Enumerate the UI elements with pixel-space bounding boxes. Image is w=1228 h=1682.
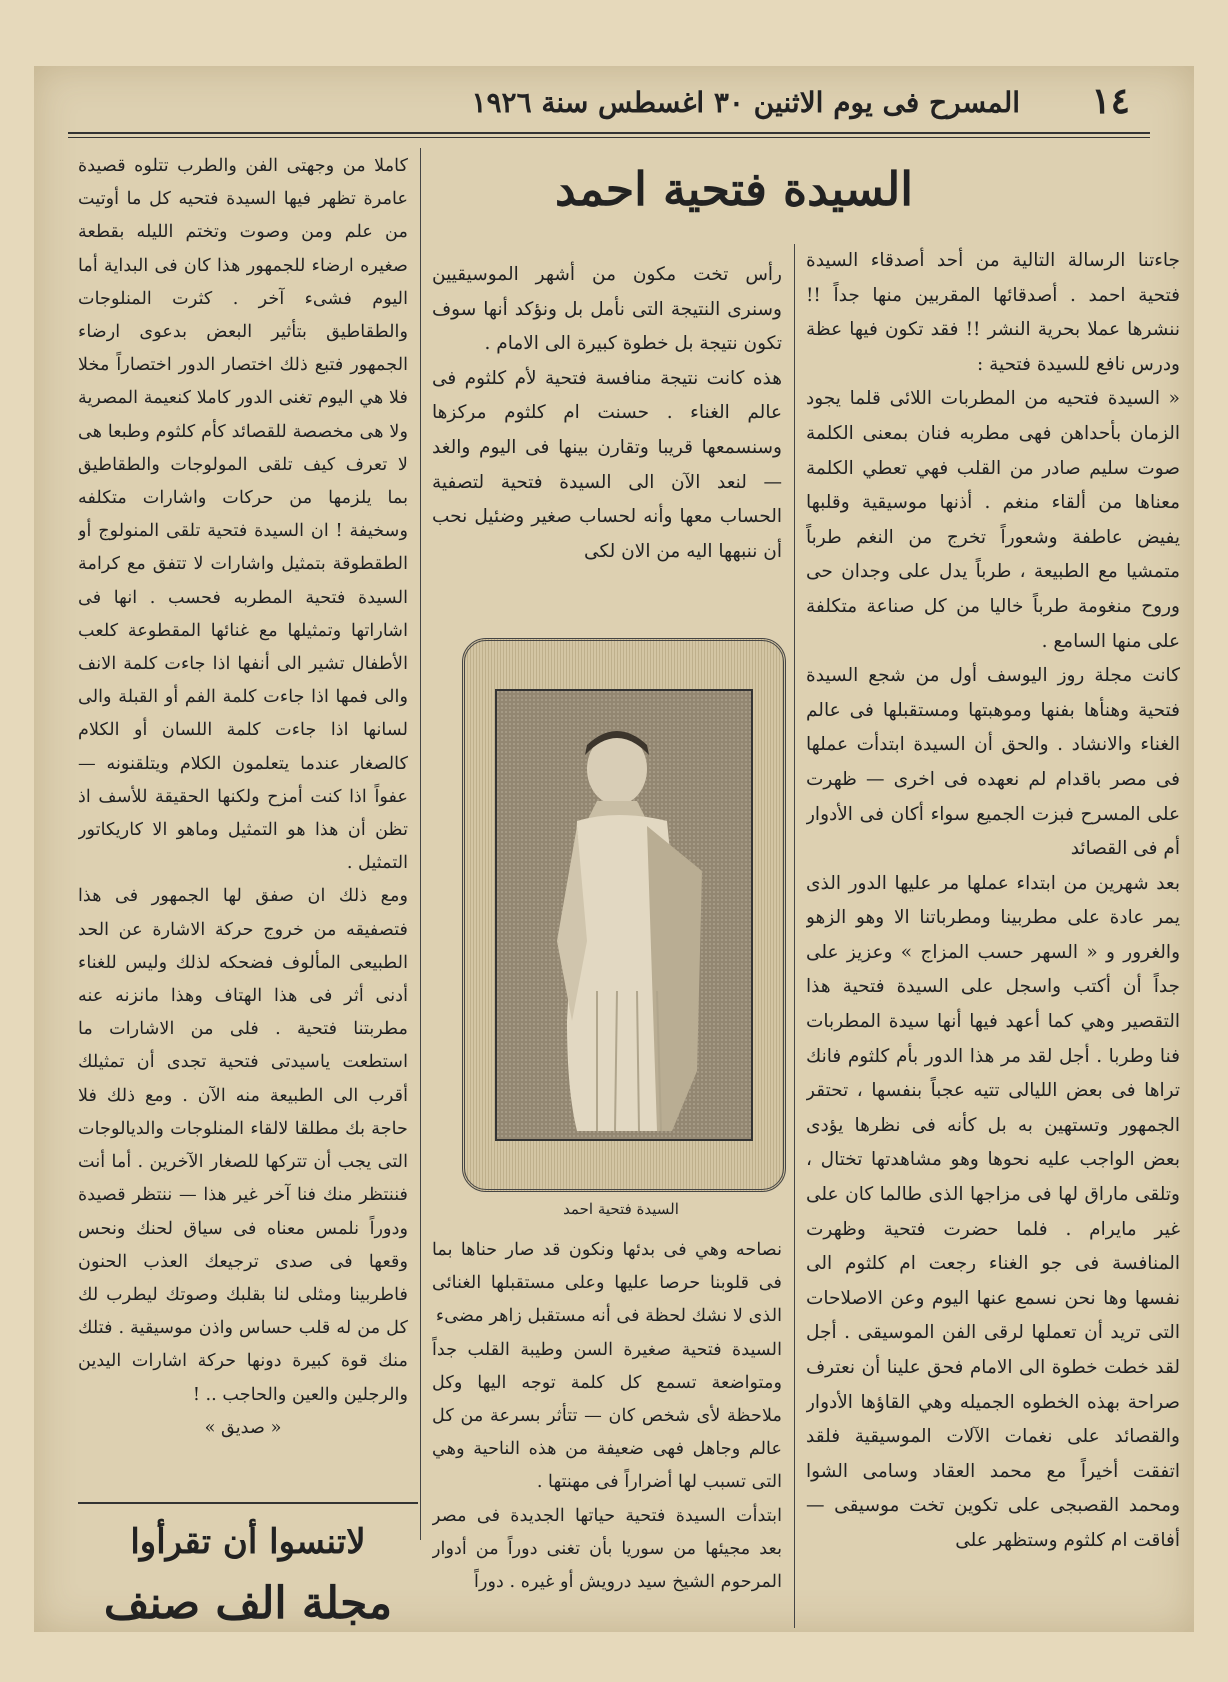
header-rule — [68, 132, 1150, 134]
middle-column-top — [432, 258, 782, 630]
paragraph: السيدة فتحية صغيرة السن وطيبة القلب جداً ومتواضعة تسمع كل كلمة توجه اليها وكل ملاحظة لأى شخص كان — تتأثر بسرعة من كل عالم وجاهل فهى ضعيفة من هذه الناحية وهي التى تسبب لها أضراراً فى مهنتها . — [432, 1339, 782, 1493]
paragraph: ومع ذلك ان صفق لها الجمهور فى هذا فتصفيقه من خروج حركة الاشارة عن الحد الطبيعى المألوف فضحكه لذلك وليس للغناء أدنى أثر فى هذا الهتاف وهذا مانزنه عنه مطربتنا فتحية . فلى من الاشارات ما استطعت ياسيدتى فتحية تجدى أن تمثيلك أقرب الى الطبيعة منه الآن . ومع ذلك فلا حاجة بك مطلقا لالقاء المنلوجات والديالوجات التى يجب أن تتركها للصغار الآخرين . أما أنت فننتظر منك فنا آخر غير هذا — ننتظر قصيدة ودوراً نلمس معناه فى سياق لحنك ونحس وقعها فى صدى ترجيعك العذب الحنون فاطربينا ومثلى لنا بقلبك وصوتك ليطرب لك كل من له قلب حساس واذن موسيقية . فتلك منك قوة كبيرة دونها حركة اشارات اليدين والرجلين والعين والحاجب .. ! — [78, 886, 408, 1405]
photo-caption: السيدة فتحية احمد — [563, 1200, 679, 1218]
advertisement-line-2: مجلة الف صنف — [103, 1578, 393, 1629]
advertisement-line-1: لاتنسوا أن تقرأوا — [130, 1522, 366, 1562]
dateline: المسرح فى يوم الاثنين ٣٠ اغسطس سنة ١٩٢٦ — [471, 86, 1020, 119]
paragraph: نصاحه وهي فى بدئها ونكون قد صار حناها بما فى قلوبنا حرصا عليها وعلى مستقبلها الغنائى الذى لا نشك لحظة فى أنه مستقبل زاهر مضىء — [432, 1240, 782, 1327]
signature: « صديق » — [204, 1417, 282, 1438]
newspaper-page — [34, 66, 1194, 1632]
paragraph: كانت مجلة روز اليوسف أول من شجع السيدة فتحية وهنأها بفنها وموهبتها ومستقبلها فى عالم الغناء والانشاد . والحق أن السيدة ابتدأت عملها فى مصر باقدام لم نعهده فى اخرى — ظهرت على المسرح فبزت الجميع سواء أكان فى الأدوار أم فى القصائد — [806, 665, 1180, 860]
paragraph: كاملا من وجهتى الفن والطرب تتلوه قصيدة عامرة تظهر فيها السيدة فتحيه كل ما أوتيت من علم ومن وصوت وتختم الليله بقطعة صغيره ارضاء للجمهور هذا كان فى البداية أما اليوم فشىء آخر . كثرت المنلوجات والطقاطيق بتأثير البعض بدعوى ارضاء الجمهور فتبع ذلك اختصار الدور اختصاراً مخلا فلا هي اليوم تغنى الدور كاملا كنعيمة المصرية ولا هى مخصصة للقصائد كأم كلثوم وطبعا هى لا تعرف كيف تلقى المولوجات والطقاطيق بما يلزمها من حركات واشارات متكلفه وسخيفة ! ان السيدة فتحية تلقى المنولوج أو الطقطوقة بتمثيل واشارات لا تتفق مع كرامة السيدة فتحية المطربه فحسب . انها فى اشاراتها وتمثيلها مع غنائها المقطوعة كلعب الأطفال تشير الى أنفها اذا جاءت كلمة الانف والى فمها اذا جاءت كلمة الفم أو القبلة والى لسانها اذا جاءت كلمة اللسان أو الكلام كالصغار عندما يتعلمون الكلام ويتلقنونه — عفواً اذا كنت أمزح ولكنها الحقيقة للأسف اذ تظن أن هذا هو التمثيل وماهو الا كاريكاتور التمثيل . — [78, 156, 408, 874]
article-title: السيدة فتحية احمد — [554, 162, 914, 216]
column-divider-left — [420, 148, 421, 1540]
ad-top-rule — [78, 1502, 418, 1504]
paragraph: ابتدأت السيدة فتحية حياتها الجديدة فى مصر بعد مجيئها من سوريا بأن تغنى دوراً من أدوار المرحوم الشيخ سيد درويش أو غيره . دوراً — [432, 1505, 782, 1593]
woman-portrait-icon — [497, 691, 751, 1139]
paragraph: رأس تخت مكون من أشهر الموسيقيين وسنرى النتيجة التى نأمل بل ونؤكد أنها سوف تكون نتيجة بل خطوة كبيرة الى الامام . — [432, 264, 782, 355]
paragraph: بعد شهرين من ابتداء عملها مر عليها الدور الذى يمر عادة على مطربينا ومطرباتنا الا وهو الزهو والغرور و « السهر حسب المزاج » وعزيز على جداً أن أكتب واسجل على السيدة فتحية هذا التقصير وهي كما أعهد فيها أنها سيدة المطربات فنا وطربا . أجل لقد مر هذا الدور بأم كلثوم فانك تراها فى بعض الليالى تتيه عجباً بنفسها ، تحتقر الجمهور وتستهين به بل كأنه فى نظرها يؤدى بعض الواجب عليه نحوها وهو مشاهدتها تختال ، وتلقى ماراق لها فى مزاجها الذى طالما كان على غير مايرام . فلما حضرت فتحية وظهرت المنافسة فى جو الغناء رجعت ام كلثوم الى نفسها وها نحن نسمع عنها اليوم وعن الاصلاحات التى تريد أن تعملها لرقى الفن الموسيقى . أجل لقد خطت خطوة الى الامام فحق علينا أن نعترف صراحة بهذه الخطوه الجميله وهي القاؤها الأدوار والقصائد على نغمات الآلات الموسيقية فلقد اتفقت أخيراً مع محمد العقاد وسامى الشوا ومحمد القصبجى على تكوين تخت موسيقى — أفاقت ام كلثوم وستظهر على — [806, 872, 1180, 1551]
column-divider-right — [794, 244, 795, 1628]
middle-column-bottom — [432, 1234, 782, 1628]
left-column — [78, 150, 408, 1490]
portrait-photo-frame — [462, 638, 786, 1192]
right-column — [806, 244, 1180, 1628]
paragraph: « السيدة فتحيه من المطربات اللائى قلما يجود الزمان بأحداهن فهى مطربه فنان بمعنى الكلمة صوت سليم صادر من القلب فهي تعطي الكلمة معناها من ألقاء منغم . أذنها موسيقية وقلبها يفيض عاطفة وشعوراً تخرج من النغم طرباً متمشيا مع الطبيعة ، طرباً يدل على وجدان حى وروح منغومة طرباً خاليا من كل صناعة متكلفة على منها السامع . — [806, 388, 1180, 652]
header-rule-thin — [68, 137, 1150, 138]
page-number: ١٤ — [1091, 80, 1130, 122]
page-header — [68, 78, 1150, 134]
paragraph: هذه كانت نتيجة منافسة فتحية لأم كلثوم فى عالم الغناء . حسنت ام كلثوم مركزها وسنسمعها قريبا وتقارن بينها فى اليوم والغد — لنعد الآن الى السيدة فتحية لتصفية الحساب معها وأنه لحساب صغير وضئيل نحب أن ننبهها اليه من الان لكى — [432, 367, 782, 562]
portrait-photo — [495, 689, 753, 1141]
paragraph: جاءتنا الرسالة التالية من أحد أصدقاء السيدة فتحية احمد . أصدقائها المقربين منها جداً !! ننشرها عملا بحرية النشر !! فقد تكون فيها عظة ودرس نافع للسيدة فتحية : — [806, 250, 1180, 375]
